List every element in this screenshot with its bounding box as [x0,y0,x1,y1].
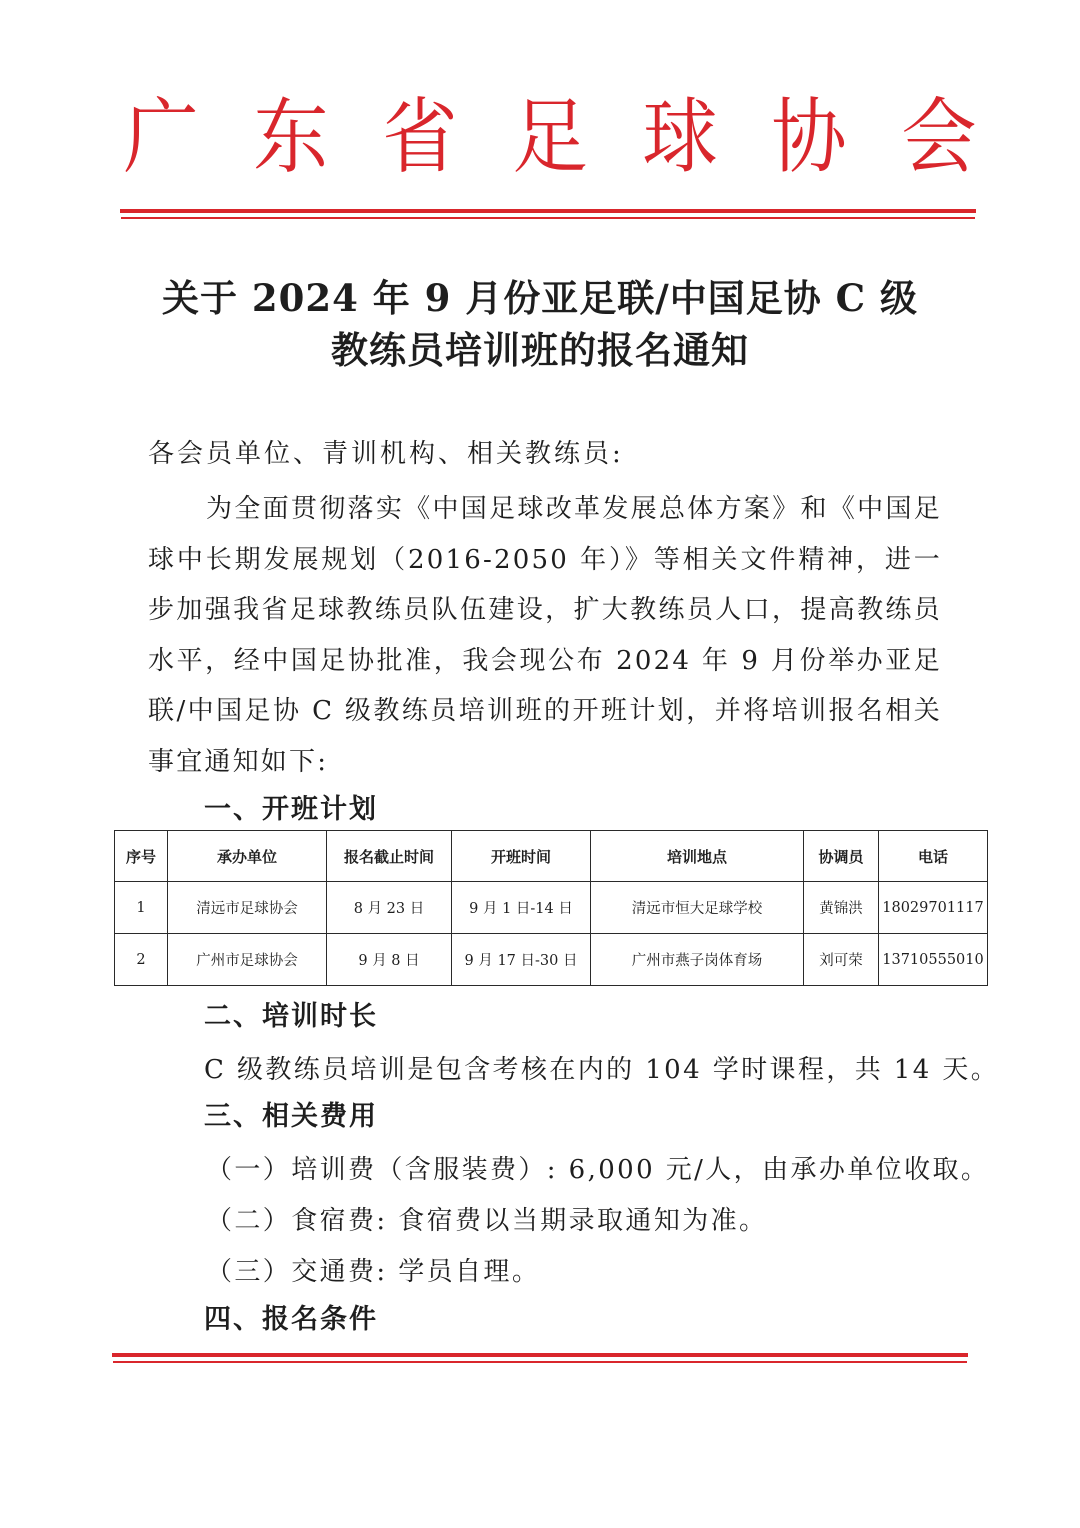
section-heading-plan: 一、开班计划 [204,794,378,825]
org-name-char: 足 [512,90,588,185]
intro-paragraph: 为全面贯彻落实《中国足球改革发展总体方案》和《中国足球中长期发展规划（2016-2050 年）》等相关文件精神，进一步加强我省足球教练员队伍建设，扩大教练员人口，提高教练员水平，经中国足协批准，我会现公布 2024 年 9 月份举办亚足联/中国足协 C 级教练员培训班的开班计划，并将培训报名相关事宜通知如下: [148,494,942,777]
cell-host: 广州市足球协会 [168,934,327,986]
section-heading-fees: 三、相关费用 [204,1101,378,1132]
org-name-char: 球 [641,90,718,185]
cell-deadline: 8 月 23 日 [327,882,452,934]
col-header-phone: 电话 [879,831,988,882]
cell-start: 9 月 1 日-14 日 [452,882,591,934]
cell-venue: 广州市燕子岗体育场 [591,934,804,986]
table-header-row [115,831,988,882]
fee-item-lodging: （二）食宿费: 食宿费以当期录取通知为准。 [206,1206,768,1236]
col-header-start: 开班时间 [452,831,591,882]
col-header-venue: 培训地点 [591,831,804,882]
cell-venue: 清远市恒大足球学校 [591,882,804,934]
col-header-host: 承办单位 [168,831,327,882]
section-heading-requirements: 四、报名条件 [204,1304,378,1335]
table-row [115,882,988,934]
salutation: 各会员单位、青训机构、相关教练员: [148,439,624,469]
letterhead-red-rule [120,209,976,213]
org-name-char: 省 [382,90,459,185]
letterhead-org-name [120,88,980,188]
cell-deadline: 9 月 8 日 [327,934,452,986]
cell-host: 清远市足球协会 [168,882,327,934]
class-plan-table [114,830,988,986]
fee-item-training: （一）培训费（含服装费）: 6,000 元/人，由承办单位收取。 [206,1155,990,1185]
org-name-char: 东 [252,90,329,185]
col-header-coordinator: 协调员 [804,831,879,882]
title-line-2: 教练员培训班的报名通知 [331,328,749,372]
cell-phone: 13710555010 [879,934,988,986]
org-name-char: 广 [123,90,199,185]
footer-red-rule [112,1353,968,1357]
section-heading-duration: 二、培训时长 [204,1001,378,1032]
document-title [0,272,1080,376]
org-name-char: 会 [901,90,977,185]
org-name-char: 协 [771,90,848,185]
title-line-1: 关于 2024 年 9 月份亚足联/中国足协 C 级 [162,276,918,320]
table-row [115,934,988,986]
col-header-deadline: 报名截止时间 [327,831,452,882]
fee-item-transport: （三）交通费: 学员自理。 [206,1257,541,1287]
cell-start: 9 月 17 日-30 日 [452,934,591,986]
cell-coordinator: 刘可荣 [804,934,879,986]
col-header-seq: 序号 [115,831,168,882]
duration-text: C 级教练员培训是包含考核在内的 104 学时课程，共 14 天。 [204,1055,1000,1085]
cell-seq: 1 [115,882,168,934]
cell-phone: 18029701117 [879,882,988,934]
cell-seq: 2 [115,934,168,986]
cell-coordinator: 黄锦洪 [804,882,879,934]
